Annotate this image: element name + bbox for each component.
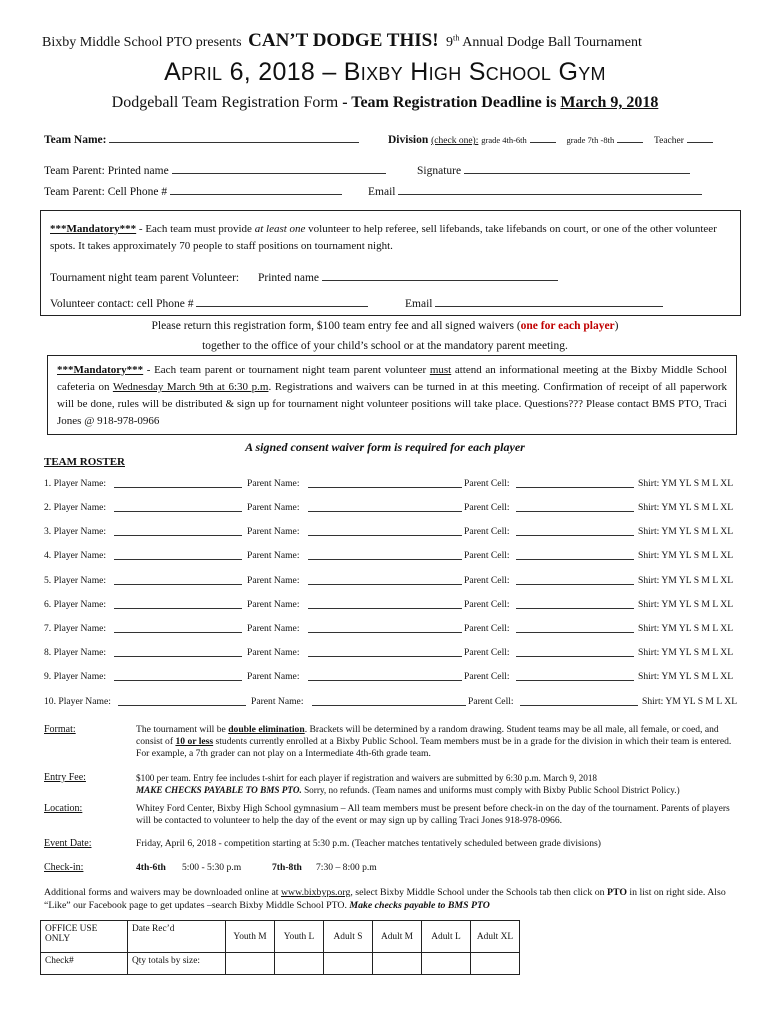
parent-cell-field[interactable] [520, 696, 638, 709]
player-name-field[interactable] [114, 478, 242, 491]
form-title-line [0, 94, 770, 112]
team-name-label: Team Name: [44, 134, 107, 146]
size-label: Youth L [283, 931, 315, 942]
parent-name-label: Parent Name: [247, 502, 300, 513]
checkin-grade-7-8: 7th-8th [272, 862, 302, 873]
parent-name-label: Parent Name: [247, 478, 300, 489]
roster-row [44, 575, 734, 591]
parent-cell-label: Parent Cell: [464, 502, 510, 513]
volunteer-email-label: Email [405, 298, 433, 310]
return-note-line1 [0, 320, 770, 332]
footer-text-b: , select Bixby Middle School under the Schools tab then click on [350, 887, 607, 898]
parent-phone-row [44, 185, 342, 198]
parent-name-label: Parent Name: [247, 671, 300, 682]
qty-totals-cell [128, 953, 226, 975]
player-number-label: 7. Player Name: [44, 623, 107, 634]
parent-name-field[interactable] [308, 502, 462, 515]
parent-name-label: Parent Name: [247, 647, 300, 658]
parent-name-label: Parent Name: [247, 550, 300, 561]
shirt-size-options[interactable]: Shirt: YM YL S M L XL [642, 696, 738, 707]
parent-cell-label: Parent Cell: [464, 526, 510, 537]
shirt-size-options[interactable]: Shirt: YM YL S M L XL [638, 478, 734, 489]
ordinal [446, 35, 460, 50]
parent-cell-label: Parent Cell: [464, 599, 510, 610]
player-name-field[interactable] [114, 550, 242, 563]
player-name-field[interactable] [114, 575, 242, 588]
date-recd-label: Date Rec’d [132, 924, 175, 934]
format-text-d: 10 or less [175, 736, 214, 747]
shirt-size-options[interactable]: Shirt: YM YL S M L XL [638, 671, 734, 682]
location-label: Location: [44, 803, 83, 814]
org-presents: Bixby Middle School PTO presents [42, 35, 242, 50]
player-name-field[interactable] [114, 526, 242, 539]
player-number-label: 9. Player Name: [44, 671, 107, 682]
parent-cell-field[interactable] [516, 502, 634, 515]
volunteer-name-row [50, 271, 558, 284]
player-number-label: 3. Player Name: [44, 526, 107, 537]
volunteer-mandatory: ***Mandatory*** [50, 223, 137, 235]
volunteer-email-row [405, 297, 663, 310]
volunteer-text-b: volunteer to help referee, sell lifebands, take lifebands on court, or one of the other volunteer spots. It takes approximately 70 people to staff positions on tournament night. [50, 223, 717, 252]
format-text-e: students currently enrolled at a Bixby Public School. Team members must be in a grade for the division in which their team is entered. For example, a 7th grader can not play on a Intermediate 4th-6th grade team. [136, 736, 732, 759]
volunteer-text [50, 221, 732, 255]
team-name-row [44, 133, 359, 146]
team-name-field[interactable] [109, 133, 359, 143]
entry-fee-label: Entry Fee: [44, 772, 86, 783]
grade-4-6-checkbox[interactable] [530, 133, 556, 143]
player-number-label: 5. Player Name: [44, 575, 107, 586]
roster-heading: TEAM ROSTER [44, 456, 125, 468]
signature-row [417, 164, 690, 177]
size-header-adult-l [422, 921, 471, 953]
size-header-adult-s [324, 921, 373, 953]
parent-cell-field[interactable] [516, 647, 634, 660]
player-number-label: 1. Player Name: [44, 478, 107, 489]
ordinal-suffix: th [453, 33, 460, 43]
format-text-c: . Brackets will be determined by a random drawing. Student teams may be all male, all female, or coed, and consist of [136, 724, 719, 747]
meeting-text-b: attend an informational meeting at the Bixby Middle School cafeteria on [57, 364, 727, 393]
checkin-grade-4-6: 4th-6th [136, 862, 166, 873]
office-use-table [40, 920, 520, 975]
signature-label: Signature [417, 165, 462, 177]
parent-phone-field[interactable] [170, 185, 342, 195]
check-number-cell[interactable] [41, 953, 128, 975]
shirt-size-options[interactable]: Shirt: YM YL S M L XL [638, 623, 734, 634]
event-date-label: Event Date: [44, 838, 92, 849]
date-location-title: April 6, 2018 – Bixby High School Gym [164, 58, 606, 86]
volunteer-box [40, 210, 741, 316]
signature-field[interactable] [464, 164, 690, 174]
return-note-a: Please return this registration form, $100 team entry fee and all signed waivers ( [151, 320, 521, 332]
roster-row [44, 502, 734, 518]
teacher-checkbox[interactable] [687, 133, 713, 143]
qty-totals-label: Qty totals by size: [132, 956, 200, 966]
entry-fee-rest: Sorry, no refunds. (Team names and uniforms must comply with Bixby Public School District Policy.) [301, 785, 680, 795]
event-name: CAN’T DODGE THIS! [248, 30, 439, 51]
format-text [136, 724, 736, 760]
roster-row [44, 550, 734, 566]
shirt-size-options[interactable]: Shirt: YM YL S M L XL [638, 647, 734, 658]
parent-email-field[interactable] [398, 185, 702, 195]
parent-name-label: Parent Name: [247, 526, 300, 537]
volunteer-contact-row [50, 297, 368, 310]
parent-cell-label: Parent Cell: [464, 478, 510, 489]
parent-cell-field[interactable] [516, 623, 634, 636]
size-label: Youth M [233, 931, 267, 942]
deadline-label: - Team Registration Deadline is [342, 94, 557, 111]
qty-adult-m[interactable] [373, 953, 422, 975]
size-label: Adult L [431, 931, 461, 942]
meeting-mandatory: ***Mandatory*** [57, 364, 144, 376]
parent-name-field[interactable] [308, 550, 462, 563]
player-number-label: 6. Player Name: [44, 599, 107, 610]
header-line [42, 30, 642, 52]
parent-email-row [368, 185, 702, 198]
player-number-label: 8. Player Name: [44, 647, 107, 658]
qty-youth-m[interactable] [226, 953, 275, 975]
return-note-b: ) [614, 320, 619, 332]
footer-pto: PTO [606, 887, 627, 898]
parent-name-field[interactable] [172, 164, 386, 174]
entry-fee-text [136, 772, 736, 796]
size-header-adult-m [373, 921, 422, 953]
shirt-size-options[interactable]: Shirt: YM YL S M L XL [638, 599, 734, 610]
checkin-time-7-8: 7:30 – 8:00 p.m [316, 862, 377, 873]
parent-cell-label: Parent Cell: [468, 696, 514, 707]
parent-cell-field[interactable] [516, 599, 634, 612]
parent-name-label: Parent Name: [251, 696, 304, 707]
division-label: Division [388, 134, 429, 146]
shirt-size-options[interactable]: Shirt: YM YL S M L XL [638, 502, 734, 513]
parent-name-label: Parent Name: [247, 599, 300, 610]
roster-row [44, 696, 738, 712]
footer-text-a: Additional forms and waivers may be downloaded online at [44, 887, 281, 898]
size-header-youth-l [275, 921, 324, 953]
parent-cell-field[interactable] [516, 671, 634, 684]
parent-cell-label: Parent Cell: [464, 575, 510, 586]
parent-name-field[interactable] [308, 671, 462, 684]
roster-row [44, 599, 734, 615]
volunteer-text-italic: at least one [254, 223, 306, 235]
office-use-label: OFFICE USE ONLY [45, 924, 98, 944]
shirt-size-options[interactable]: Shirt: YM YL S M L XL [638, 550, 734, 561]
entry-fee-checks: MAKE CHECKS PAYABLE TO BMS PTO. [136, 785, 302, 795]
roster-row [44, 671, 734, 687]
volunteer-printed-name-label: Printed name [258, 272, 319, 284]
qty-adult-l[interactable] [422, 953, 471, 975]
parent-cell-field[interactable] [516, 478, 634, 491]
parent-name-field[interactable] [312, 696, 466, 709]
parent-cell-label: Parent Cell: [464, 647, 510, 658]
volunteer-email-field[interactable] [435, 297, 663, 307]
volunteer-text-a: - Each team must provide [136, 223, 255, 235]
date-recd-cell[interactable] [128, 921, 226, 953]
grade-7-8-option: grade 7th -8th [566, 135, 615, 145]
format-text-a: The tournament will be [136, 724, 229, 735]
parent-name-field[interactable] [308, 623, 462, 636]
meeting-text-c: . Registrations and waivers can be turned in at this meeting. Confirmation of receipt of all paperwork will be done, rules will be distributed & sign up for tournament night volunteer positions will take place. Questions??? Please contact BMS PTO, Traci Jones @ 918-978-0966 [57, 381, 728, 427]
parent-name-row [44, 164, 386, 177]
roster-row [44, 526, 734, 542]
size-label: Adult S [333, 931, 363, 942]
meeting-text-date: Wednesday March 9th at 6:30 p.m [112, 381, 269, 393]
qty-youth-l[interactable] [275, 953, 324, 975]
parent-name-label: Parent Name: [247, 623, 300, 634]
player-name-field[interactable] [114, 671, 242, 684]
volunteer-phone-field[interactable] [196, 297, 368, 307]
parent-cell-field[interactable] [516, 550, 634, 563]
parent-cell-label: Parent Cell: [464, 550, 510, 561]
parent-cell-label: Parent Cell: [464, 623, 510, 634]
size-header-youth-m [226, 921, 275, 953]
division-row [388, 133, 713, 146]
parent-name-label: Team Parent: Printed name [44, 165, 169, 177]
qty-adult-xl[interactable] [471, 953, 520, 975]
player-name-field[interactable] [114, 623, 242, 636]
player-number-label: 2. Player Name: [44, 502, 107, 513]
footer-checks: Make checks payable to BMS PTO [349, 900, 490, 911]
size-header-adult-xl [471, 921, 520, 953]
player-number-label: 4. Player Name: [44, 550, 107, 561]
meeting-text-a: - Each team parent or tournament night team parent volunteer [143, 364, 430, 376]
size-label: Adult XL [476, 931, 514, 942]
player-name-field[interactable] [114, 502, 242, 515]
meeting-text-must: must [429, 364, 452, 376]
qty-adult-s[interactable] [324, 953, 373, 975]
parent-cell-field[interactable] [516, 575, 634, 588]
parent-name-field[interactable] [308, 647, 462, 660]
roster-row [44, 478, 734, 494]
parent-cell-field[interactable] [516, 526, 634, 539]
parent-name-field[interactable] [308, 526, 462, 539]
event-date-text: Friday, April 6, 2018 - competition starting at 5:30 p.m. (Teacher matches tentatively scheduled between grade divisions) [136, 838, 601, 849]
volunteer-name-field[interactable] [322, 271, 558, 281]
office-use-cell [41, 921, 128, 953]
player-name-field[interactable] [114, 599, 242, 612]
meeting-text [57, 362, 727, 430]
parent-email-label: Email [368, 186, 396, 198]
parent-name-field[interactable] [308, 599, 462, 612]
parent-cell-label: Parent Cell: [464, 671, 510, 682]
parent-phone-label: Team Parent: Cell Phone # [44, 186, 168, 198]
deadline-date: March 9, 2018 [560, 94, 659, 111]
roster-row [44, 623, 734, 639]
footer-note [44, 886, 736, 912]
entry-fee-line2 [136, 784, 736, 796]
player-number-label: 10. Player Name: [44, 696, 111, 707]
check-number-label: Check# [45, 956, 74, 966]
entry-fee-line1: $100 per team. Entry fee includes t-shirt for each player if registration and waivers are submitted by 6:30 p.m. March 9, 2018 [136, 773, 598, 783]
checkin-label: Check-in: [44, 862, 84, 873]
player-name-field[interactable] [118, 696, 246, 709]
teacher-option: Teacher [653, 136, 684, 146]
shirt-size-options[interactable]: Shirt: YM YL S M L XL [638, 526, 734, 537]
tournament-label: Annual Dodge Ball Tournament [462, 35, 642, 50]
waiver-note: A signed consent waiver form is required for each player [245, 440, 525, 454]
division-hint: (check one): [431, 136, 479, 146]
meeting-box [47, 355, 737, 435]
format-label: Format: [44, 724, 76, 735]
format-text-b: double elimination [228, 724, 305, 735]
grade-7-8-checkbox[interactable] [617, 133, 643, 143]
shirt-size-options[interactable]: Shirt: YM YL S M L XL [638, 575, 734, 586]
parent-name-label: Parent Name: [247, 575, 300, 586]
location-text: Whitey Ford Center, Bixby High School gymnasium – All team members must be present before check-in on the day of the tournament. Parents of players will be contacted to volunteer to help the day of the event or may sign up by calling Traci Jones 918-978-0966. [136, 803, 730, 826]
form-title: Dodgeball Team Registration Form [111, 94, 339, 111]
roster-row [44, 647, 734, 663]
size-label: Adult M [380, 931, 414, 942]
parent-name-field[interactable] [308, 575, 462, 588]
return-note-line2: together to the office of your child’s school or at the mandatory parent meeting. [202, 340, 568, 352]
volunteer-contact-label: Volunteer contact: cell Phone # [50, 298, 194, 310]
parent-name-field[interactable] [308, 478, 462, 491]
website-link[interactable]: www.bixbyps.org [280, 887, 351, 898]
footer-text-c: in list on right side. Also “Like” our Facebook page to get updates –search Bixby Middle School PTO. [44, 887, 726, 911]
ordinal-number: 9 [446, 35, 454, 50]
player-name-field[interactable] [114, 647, 242, 660]
volunteer-label: Tournament night team parent Volunteer: [50, 272, 240, 284]
grade-4-6-option: grade 4th-6th [481, 135, 527, 145]
return-note-red: one for each player [520, 320, 615, 332]
checkin-time-4-6: 5:00 - 5:30 p.m [182, 862, 242, 873]
